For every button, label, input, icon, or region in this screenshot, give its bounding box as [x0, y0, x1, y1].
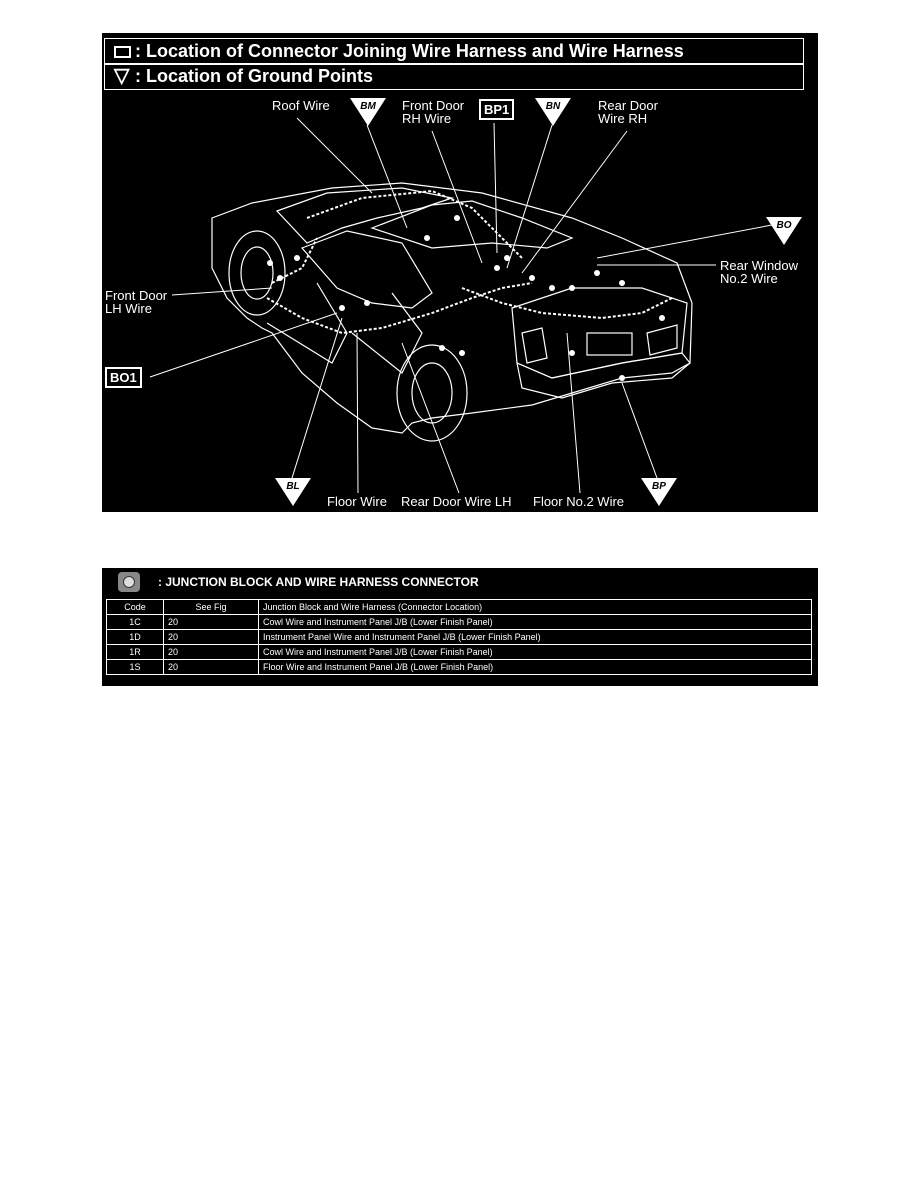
rear-harness-path [462, 288, 672, 318]
connector-dot-12 [569, 285, 575, 291]
leader-front-door-rh [432, 131, 482, 263]
connector-dot-7 [454, 215, 460, 221]
leader-bo [597, 225, 772, 258]
rear-wheel-hub [412, 363, 452, 423]
right-tail-light [647, 325, 677, 355]
cell-fig: 20 [164, 645, 259, 660]
junction-block-icon [118, 572, 140, 592]
car-front-window [302, 231, 432, 308]
table-row [107, 630, 812, 645]
leader-bo1 [150, 313, 337, 377]
legend-connector-text: : Location of Connector Joining Wire Harness and Wire Harness [135, 41, 684, 61]
ground-point-bp: BP [640, 477, 678, 507]
ground-point-bo: BO [765, 216, 803, 246]
leader-bp [622, 383, 657, 478]
callout-front-door-lh-line1: Front Door [105, 288, 168, 303]
connector-dot-5 [364, 300, 370, 306]
cell-location: Cowl Wire and Instrument Panel J/B (Lower Finish Panel) [259, 615, 812, 630]
connector-bo1: BO1 [105, 367, 142, 388]
connector-dot-15 [659, 315, 665, 321]
connector-dot-1 [267, 260, 273, 266]
header-see-fig: See Fig [164, 600, 259, 615]
cell-code: 1D [107, 630, 164, 645]
ground-point-bn: BN [534, 97, 572, 127]
table-row [107, 645, 812, 660]
rear-wheel-outline [397, 345, 467, 441]
leader-floor-no2 [567, 333, 580, 493]
cell-fig: 20 [164, 630, 259, 645]
cell-fig: 20 [164, 615, 259, 630]
callout-front-door-lh-line2: LH Wire [105, 301, 152, 316]
callout-floor-wire: Floor Wire [327, 494, 387, 509]
header-code: Code [107, 600, 164, 615]
junction-block-panel [102, 568, 818, 686]
leader-bp1 [494, 123, 497, 253]
connector-dot-4 [339, 305, 345, 311]
callout-rear-window-line1: Rear Window [720, 258, 799, 273]
callout-front-door-rh-line2: RH Wire [402, 111, 452, 126]
connector-dot-10 [529, 275, 535, 281]
junction-table [106, 599, 812, 675]
left-tail-light [522, 328, 547, 363]
connector-dot-14 [619, 280, 625, 286]
table-row [107, 615, 812, 630]
front-wheel-hub [241, 247, 273, 299]
callout-rear-door-rh-line1: Rear Door [598, 98, 658, 113]
table-row [107, 660, 812, 675]
leader-rear-door-rh [522, 131, 627, 273]
roof-wire-harness [307, 191, 522, 258]
table-header-row [107, 600, 812, 615]
callout-front-door-rh-line1: Front Door [402, 98, 465, 113]
callout-roof-wire: Roof Wire [272, 98, 330, 113]
header-location: Junction Block and Wire Harness (Connector Location) [259, 600, 812, 615]
connector-dot-13 [594, 270, 600, 276]
cell-location: Cowl Wire and Instrument Panel J/B (Lower Finish Panel) [259, 645, 812, 660]
cell-code: 1R [107, 645, 164, 660]
leader-rear-door-lh [402, 343, 459, 493]
floor-wire-harness [267, 283, 532, 333]
connector-dot-18 [569, 350, 575, 356]
ground-point-bm: BM [349, 97, 387, 127]
cell-location: Floor Wire and Instrument Panel J/B (Lower Finish Panel) [259, 660, 812, 675]
connector-dot-3 [294, 255, 300, 261]
callout-rear-door-lh: Rear Door Wire LH [401, 494, 512, 509]
connector-dot-8 [494, 265, 500, 271]
callout-rear-window-line2: No.2 Wire [720, 271, 778, 286]
cell-code: 1C [107, 615, 164, 630]
triangle-outline-icon: ▽ [114, 65, 130, 87]
cell-fig: 20 [164, 660, 259, 675]
license-plate-area [587, 333, 632, 355]
legend-ground-text: : Location of Ground Points [135, 66, 373, 86]
car-rear-bumper [517, 353, 690, 398]
ground-point-bl: BL [274, 477, 312, 507]
connector-dot-6 [424, 235, 430, 241]
leader-roof-wire [297, 118, 372, 193]
leader-floor-wire [357, 333, 358, 493]
connector-dot-2 [277, 275, 283, 281]
callout-floor-no2: Floor No.2 Wire [533, 494, 625, 509]
connector-dot-16 [439, 345, 445, 351]
cell-location: Instrument Panel Wire and Instrument Panel J/B (Lower Finish Panel) [259, 630, 812, 645]
callout-rear-door-rh-line2: Wire RH [598, 111, 648, 126]
connector-bp1: BP1 [479, 99, 514, 120]
connector-dot-17 [459, 350, 465, 356]
junction-title: : JUNCTION BLOCK AND WIRE HARNESS CONNECTOR [158, 575, 479, 589]
leader-bl [292, 318, 342, 478]
cell-code: 1S [107, 660, 164, 675]
wiring-location-diagram [102, 33, 818, 512]
connector-dot-19 [619, 375, 625, 381]
leader-bm [367, 125, 407, 228]
connector-dot-11 [549, 285, 555, 291]
